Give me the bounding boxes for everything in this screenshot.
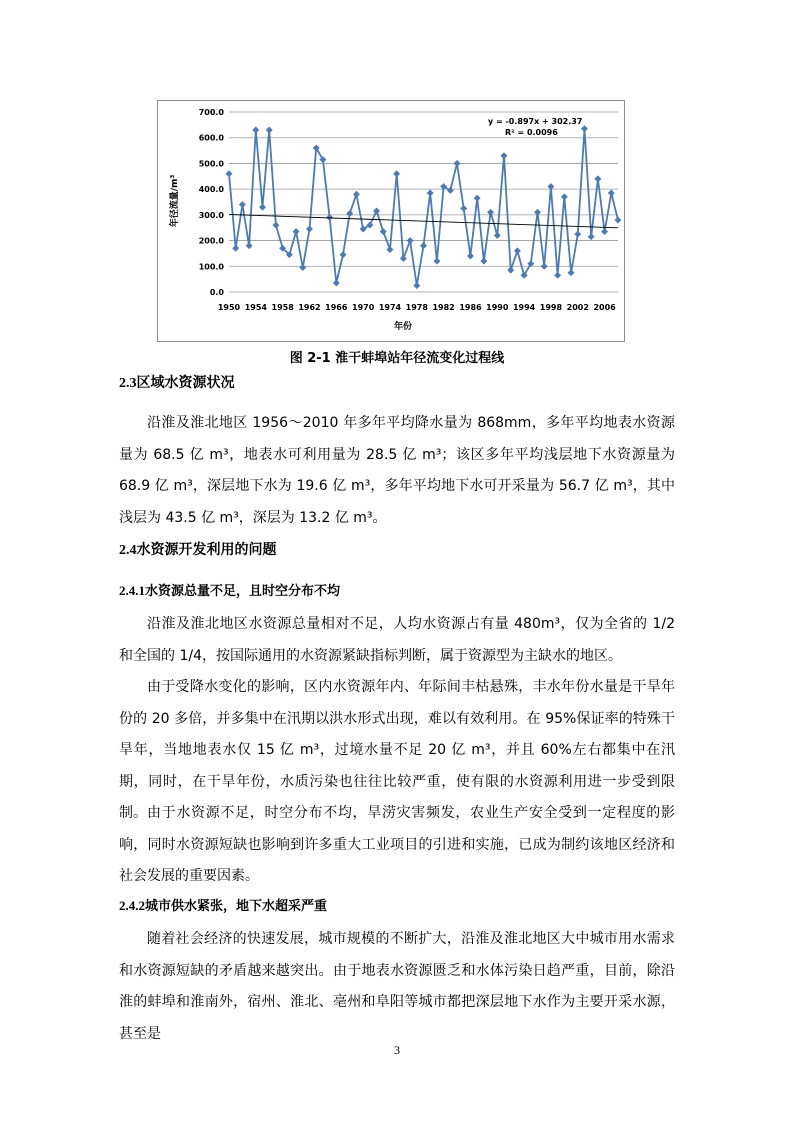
y-tick-label: 500.0 (198, 159, 224, 169)
y-axis-tick-labels (199, 108, 225, 297)
data-point (253, 127, 259, 133)
data-point (387, 246, 393, 252)
section-2-4-1-paragraph-2: 由于受降水变化的影响，区内水资源年内、年际间丰枯悬殊，丰水年份水量是干旱年份的 20 多倍，并多集中在汛期以洪水形式出现，难以有效利用。在 95%保证率的特殊干旱年，当地地表水仅 15 亿 m³，过境水量不足 20 亿 m³，并且 60%左右都集中在汛期，同时，在干旱年份，水质污染也往往比较严重，使有限的水资源利用进一步受到限制。 (119, 679, 675, 821)
data-point (393, 171, 399, 177)
data-point (561, 194, 567, 200)
x-tick-label: 1978 (405, 303, 428, 312)
page-number: 3 (394, 1043, 400, 1057)
runoff-points (226, 126, 621, 289)
y-axis-label: 年径流量/m³ (170, 174, 180, 228)
data-point (541, 263, 547, 269)
data-point (494, 232, 500, 238)
runoff-chart (157, 100, 625, 342)
data-point (266, 127, 272, 133)
data-point (568, 270, 574, 276)
section-2-4-1-paragraph-1: 沿淮及淮北地区水资源总量相对不足，人均水资源占有量 480m³，仅为全省的 1/2 和全国的 1/4，按国际通用的水资源紧缺指标判断，属于资源型为主缺水的地区。 (119, 616, 675, 664)
section-number: 2.4.2 (119, 898, 145, 913)
y-tick-label: 600.0 (198, 133, 224, 143)
y-tick-label: 100.0 (198, 262, 224, 272)
x-tick-label: 1974 (378, 303, 402, 312)
data-point (454, 160, 460, 166)
x-tick-label: 1982 (432, 303, 455, 312)
runoff-chart-svg (158, 101, 624, 341)
trend-line-group (229, 214, 618, 227)
data-point (233, 245, 239, 251)
data-point (239, 201, 245, 207)
data-point (300, 264, 306, 270)
data-point (400, 255, 406, 261)
data-point (434, 258, 440, 264)
section-2-4-2-paragraph-1: 随着社会经济的快速发展，城市规模的不断扩大，沿淮及淮北地区大中城市用水需求和水资源短缺的矛盾越来越突出。由于地表水资源匮乏和水体污染日趋严重，目前，除沿淮的蚌埠和淮南外，宿州、淮北、亳州和阜阳等城市都把深层地下水作为主要开采水源，甚至是 (119, 931, 675, 1042)
x-tick-label: 1970 (352, 303, 375, 312)
data-point (420, 243, 426, 249)
x-axis-tick-labels (218, 303, 616, 312)
runoff-series (229, 129, 618, 286)
section-number: 2.4.1 (119, 583, 145, 598)
section-2-4-heading (119, 539, 277, 559)
x-tick-label: 1958 (271, 303, 294, 312)
x-tick-label: 1962 (298, 303, 321, 312)
data-point (414, 282, 420, 288)
section-2-3-heading (119, 372, 235, 392)
section-title: 水资源总量不足，且时空分布不均 (145, 584, 341, 599)
y-tick-label: 0.0 (209, 288, 224, 297)
x-tick-label: 2002 (566, 303, 589, 312)
y-tick-label: 200.0 (198, 236, 224, 246)
section-number: 2.4 (119, 543, 137, 558)
trend-line (229, 214, 618, 227)
data-point (595, 176, 601, 182)
equation-text: y = -0.897x + 302.37 (488, 117, 583, 126)
data-point (514, 248, 520, 254)
data-point (407, 237, 413, 243)
data-point (373, 208, 379, 214)
chart-gridlines (229, 112, 618, 292)
data-point (427, 190, 433, 196)
x-tick-label: 2006 (593, 303, 616, 312)
section-title: 区域水资源状况 (136, 375, 235, 391)
series-line (229, 129, 618, 286)
y-tick-label: 700.0 (198, 108, 224, 117)
x-tick-label: 1966 (325, 303, 348, 312)
y-tick-label: 400.0 (198, 185, 224, 195)
data-point (273, 222, 279, 228)
x-tick-label: 1990 (486, 303, 509, 312)
r-squared-text: R² = 0.0096 (505, 128, 558, 137)
x-axis-label: 年份 (393, 322, 413, 332)
data-point (608, 190, 614, 196)
section-number: 2.3 (119, 376, 137, 391)
data-point (467, 253, 473, 259)
y-tick-label: 300.0 (198, 210, 224, 220)
figure-caption: 图 2-1 淮干蚌埠站年径流变化过程线 (289, 351, 505, 366)
section-2-4-1-heading (119, 580, 340, 599)
data-point (353, 191, 359, 197)
x-tick-label: 1950 (217, 303, 241, 312)
section-2-3-paragraph: 沿淮及淮北地区 1956～2010 年多年平均降水量为 868mm，多年平均地表水资源量为 68.5 亿 m³，地表水可利用量为 28.5 亿 m³；该区多年平均浅层地下水资源量为 68.9 亿 m³，深层地下水为 19.6 亿 m³，多年平均地下水可开采量为 56.7 亿 m³，其中浅层为 43.5 亿 m³，深层为 13.2 亿 m³。 (119, 415, 675, 526)
section-title: 水资源开发利用的问题 (136, 542, 277, 558)
data-point (461, 205, 467, 211)
section-title: 城市供水紧张，地下水超采严重 (145, 899, 328, 914)
data-point (333, 280, 339, 286)
data-point (554, 272, 560, 278)
data-point (581, 126, 587, 132)
section-2-4-2-heading (119, 895, 327, 914)
data-point (575, 231, 581, 237)
data-point (226, 171, 232, 177)
data-point (293, 228, 299, 234)
data-point (501, 153, 507, 159)
data-point (615, 217, 621, 223)
data-point (507, 267, 513, 273)
x-tick-label: 1986 (459, 303, 482, 312)
x-tick-label: 1954 (244, 303, 267, 312)
x-tick-label: 1994 (512, 303, 536, 312)
x-tick-label: 1998 (539, 303, 563, 312)
data-point (259, 204, 265, 210)
data-point (246, 243, 252, 249)
data-point (306, 226, 312, 232)
data-point (380, 228, 386, 234)
data-point (601, 228, 607, 234)
data-point (588, 234, 594, 240)
data-point (481, 258, 487, 264)
data-point (347, 210, 353, 216)
data-point (340, 252, 346, 258)
data-point (474, 195, 480, 201)
section-2-4-1-paragraph-3: 由于水资源不足，时空分布不均，旱涝灾害频发，农业生产安全受到一定程度的影响，同时水资源短缺也影响到许多重大工业项目的引进和实施，已成为制约该地区经济和社会发展的重要因素。 (119, 805, 675, 884)
